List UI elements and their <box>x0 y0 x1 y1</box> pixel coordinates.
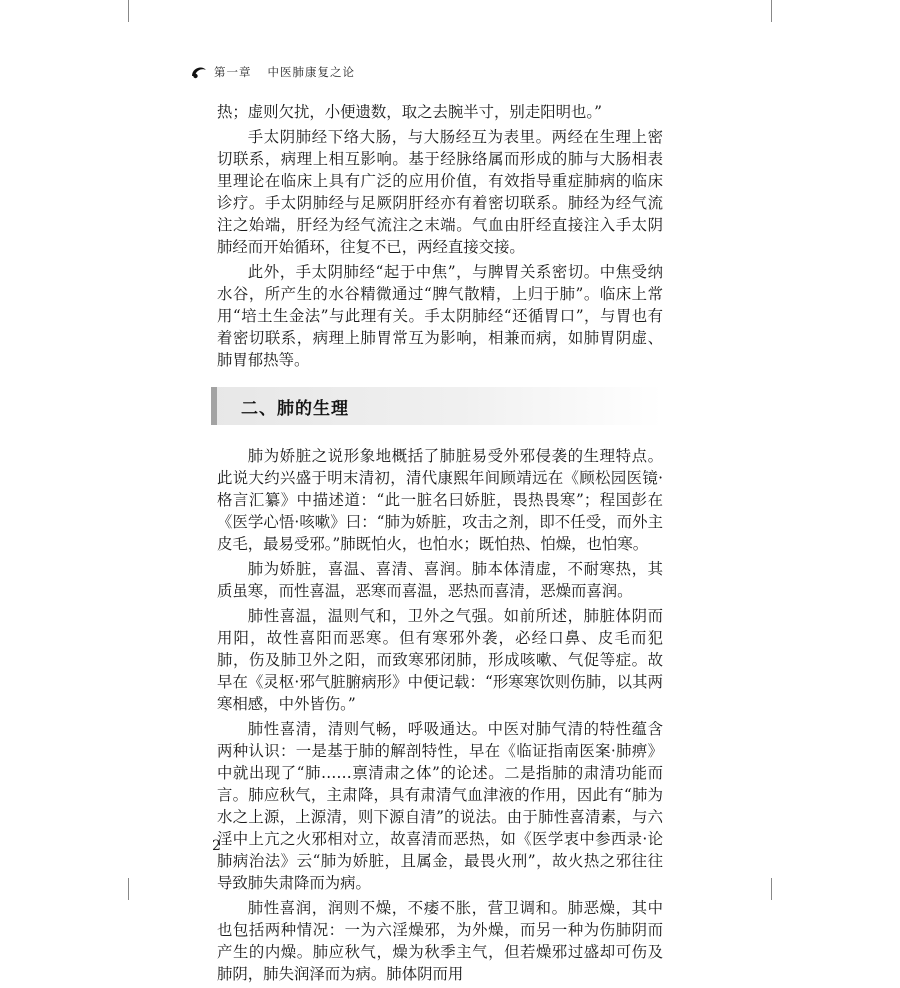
paragraphs-after-section <box>217 445 663 985</box>
crop-mark-top-left <box>128 0 129 22</box>
body-paragraph: 肺性喜润，润则不燥，不痿不胀，营卫调和。肺恶燥，其中也包括两种情况：一为六淫燥邪，为外燥，而另一种为伤肺阴而产生的内燥。肺应秋气，燥为秋季主气，但若燥邪过盛却可伤及肺阴，肺失润泽而为病。肺体阴而用 <box>217 899 663 983</box>
chapter-label: 第一章 <box>214 65 252 79</box>
crop-mark-top-right <box>771 0 772 22</box>
page-number: 2 <box>212 838 221 854</box>
body-paragraph: 肺为娇脏之说形象地概括了肺脏易受外邪侵袭的生理特点。此说大约兴盛于明末清初，清代康熙年间顾靖远在《顾松园医镜·格言汇纂》中描述道：“此一脏名曰娇脏，畏热畏寒”；程国彭在《医学心悟·咳嗽》曰：“肺为娇脏，攻击之剂，即不任受，而外主皮毛，最易受邪。”肺既怕火，也怕水；既怕热、怕燥，也怕寒。 <box>217 447 663 553</box>
page-content <box>217 101 663 988</box>
section-heading <box>211 387 663 425</box>
crop-mark-bottom-right <box>771 878 772 900</box>
body-paragraph: 肺为娇脏，喜温、喜清、喜润。肺本体清虚，不耐寒热，其质虽寒，而性喜温，恶寒而喜温，恶热而喜清，恶燥而喜润。 <box>217 560 663 600</box>
body-paragraph: 热；虚则欠扰，小便遗数，取之去腕半寸，别走阳明也。” <box>217 103 602 121</box>
chapter-title: 中医肺康复之论 <box>267 65 355 79</box>
section-title: 二、肺的生理 <box>241 398 349 419</box>
body-paragraph: 手太阴肺经下络大肠，与大肠经互为表里。两经在生理上密切联系，病理上相互影响。基于经脉络属而形成的肺与大肠相表里理论在临床上具有广泛的应用价值，有效指导重症肺病的临床诊疗。手太阴肺经与足厥阴肝经亦有着密切联系。肺经为经气流注之始端，肝经为经气流注之末端。气血由肝经直接注入手太阴肺经而开始循环，往复不已，两经直接交接。 <box>217 128 663 256</box>
body-paragraph: 此外，手太阴肺经“起于中焦”，与脾胃关系密切。中焦受纳水谷，所产生的水谷精微通过“脾气散精，上归于肺”。临床上常用“培土生金法”与此理有关。手太阴肺经“还循胃口”，与胃也有着密切联系，病理上肺胃常互为影响，相兼而病，如肺胃阴虚、肺胃郁热等。 <box>217 263 663 369</box>
section-heading-bar <box>211 387 217 425</box>
body-paragraph: 肺性喜温，温则气和，卫外之气强。如前所述，肺脏体阴而用阳，故性喜阳而恶寒。但有寒邪外袭，必经口鼻、皮毛而犯肺，伤及肺卫外之阳，而致寒邪闭肺，形成咳嗽、气促等症。故早在《灵枢·邪气脏腑病形》中便记载：“形寒寒饮则伤肺，以其两寒相感，中外皆伤。” <box>217 607 663 713</box>
body-paragraph: 肺性喜清，清则气畅，呼吸通达。中医对肺气清的特性蕴含两种认识：一是基于肺的解剖特性，早在《临证指南医案·肺痹》中就出现了“肺……禀清肃之体”的论述。二是指肺的肃清功能而言。肺应秋气，主肃降，具有肃清气血津液的作用，因此有“肺为水之上源，上源清，则下源自清”的说法。由于肺性喜清素，与六淫中上亢之火邪相对立，故喜清而恶热，如《医学衷中参西录·论肺病治法》云“肺为娇脏，且属金，最畏火刑”，故火热之邪往往导致肺失肃降而为病。 <box>217 720 663 892</box>
paragraphs-before-section <box>217 101 663 371</box>
chapter-swirl-icon <box>190 63 208 81</box>
crop-mark-bottom-left <box>128 878 129 900</box>
running-header <box>190 62 355 82</box>
